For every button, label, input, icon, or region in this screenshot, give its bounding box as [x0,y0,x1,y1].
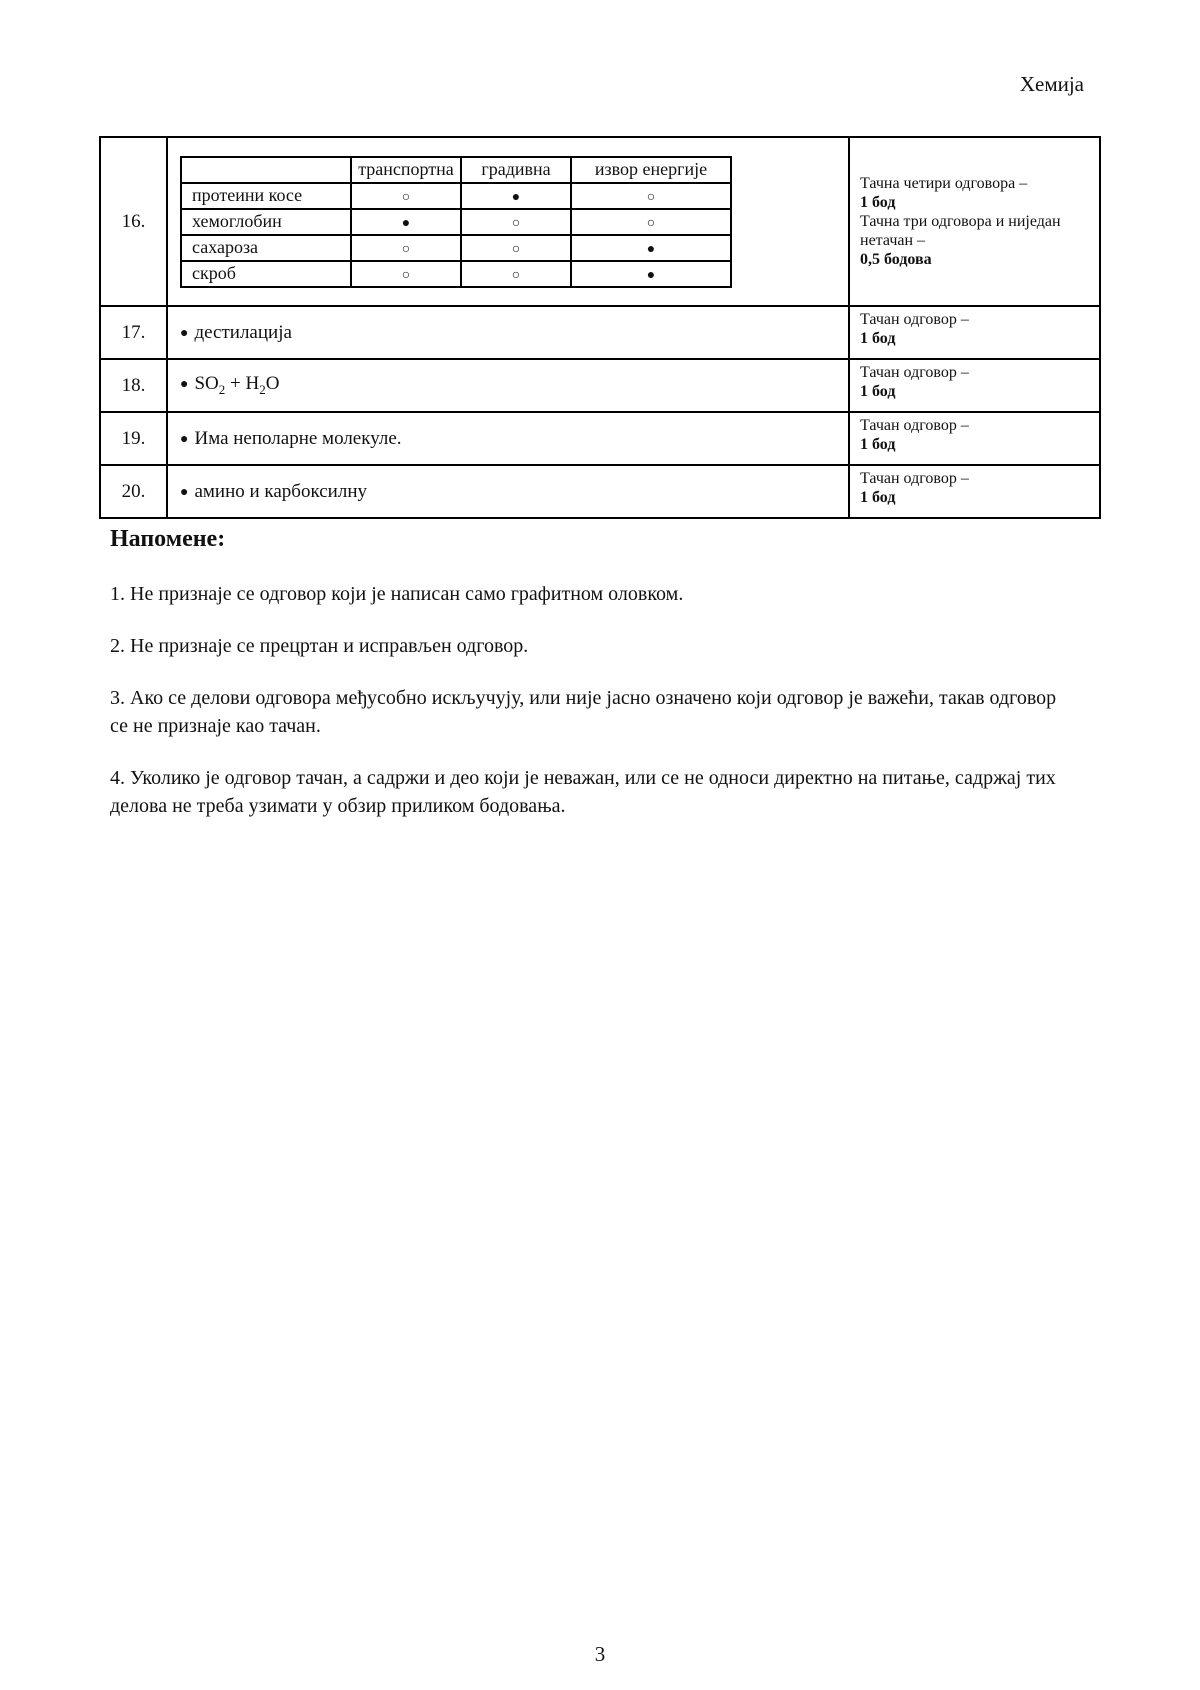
question-number: 17. [100,306,167,359]
mark-cell [351,235,461,261]
circle-mark-icon: ○ [511,216,521,231]
column-header: транспортна [351,157,461,183]
score-text: Тачан одговор – [860,311,969,328]
question-number: 20. [100,465,167,518]
circle-mark-icon: ○ [401,242,411,257]
answer-cell [167,412,849,465]
row-label: хемоглобин [181,209,351,235]
filled-circle-mark-icon: ● [646,242,656,257]
mark-cell [461,261,571,287]
inner-corner-cell [181,157,351,183]
scoring-cell [849,412,1100,465]
page-subject-header: Хемија [1019,72,1084,96]
circle-mark-icon: ○ [646,216,656,231]
filled-circle-mark-icon: ● [511,190,521,205]
mark-cell [461,183,571,209]
mark-cell [571,235,731,261]
mark-cell [571,261,731,287]
notes-title: Напомене: [110,526,226,552]
question-number: 16. [100,137,167,306]
filled-circle-mark-icon: ● [646,268,656,283]
table-row-16 [100,137,1100,306]
scoring-cell [849,359,1100,412]
note-item: 4. Уколико је одговор тачан, а садржи и део који је неважан, или се не односи директно на питање, садржај тих делова не треба узимати у обзир приликом бодовања. [110,767,1056,817]
bullet-icon: ● [180,431,189,447]
inner-row [181,209,731,235]
score-points: 0,5 бодова [860,251,932,268]
row-label: протеини косе [181,183,351,209]
question-number: 18. [100,359,167,412]
answer-text: дестилација [194,321,292,343]
column-header: градивна [461,157,571,183]
table-row-17 [100,306,1100,359]
page-number: 3 [594,1642,606,1666]
table-row-19 [100,412,1100,465]
answer-cell [167,306,849,359]
inner-row [181,183,731,209]
mark-cell [461,209,571,235]
circle-mark-icon: ○ [511,268,521,283]
inner-row [181,235,731,261]
score-points: 1 бод [860,194,896,211]
score-text: Тачан одговор – [860,364,969,381]
circle-mark-icon: ○ [401,268,411,283]
score-points: 1 бод [860,436,896,453]
mark-cell [351,209,461,235]
scoring-cell [849,137,1100,306]
answer-formula: $SO_2 + H_2O$ [194,373,280,397]
score-text: Тачан одговор – [860,417,969,434]
row-label: скроб [181,261,351,287]
protein-function-table [180,156,732,288]
score-text: Тачан одговор – [860,470,969,487]
notes-list [110,580,1070,844]
mark-cell [571,209,731,235]
score-points: 1 бод [860,489,896,506]
mark-cell [571,183,731,209]
answer-cell [167,359,849,412]
score-text: Тачна три одговора и ниједан нетачан – [860,213,1061,249]
note-item: 3. Ако се делови одговора међусобно искључују, или није јасно означено који одговор је важећи, такав одговор се не признаје као тачан. [110,687,1057,737]
circle-mark-icon: ○ [646,190,656,205]
answer-text: амино и карбоксилну [194,480,367,502]
bullet-icon: ● [180,484,189,500]
scoring-cell [849,306,1100,359]
answer-cell [167,137,849,306]
circle-mark-icon: ○ [401,190,411,205]
inner-header-row [181,157,731,183]
mark-cell [351,183,461,209]
table-row-18 [100,359,1100,412]
bullet-icon: ● [180,325,189,341]
mark-cell [461,235,571,261]
answer-cell [167,465,849,518]
score-text: Тачна четири одговора – [860,175,1028,192]
circle-mark-icon: ○ [511,242,521,257]
table-row-20 [100,465,1100,518]
score-points: 1 бод [860,383,896,400]
note-item: 1. Не признаје се одговор који је написан само графитном оловком. [110,583,684,605]
inner-row [181,261,731,287]
answer-key-table [99,136,1101,519]
filled-circle-mark-icon: ● [401,216,411,231]
note-item: 2. Не признаје се прецртан и исправљен одговор. [110,635,529,657]
column-header: извор енергије [571,157,731,183]
score-points: 1 бод [860,330,896,347]
scoring-cell [849,465,1100,518]
question-number: 19. [100,412,167,465]
bullet-icon: ● [180,377,189,393]
mark-cell [351,261,461,287]
row-label: сахароза [181,235,351,261]
answer-text: Има неполарне молекуле. [194,427,402,449]
